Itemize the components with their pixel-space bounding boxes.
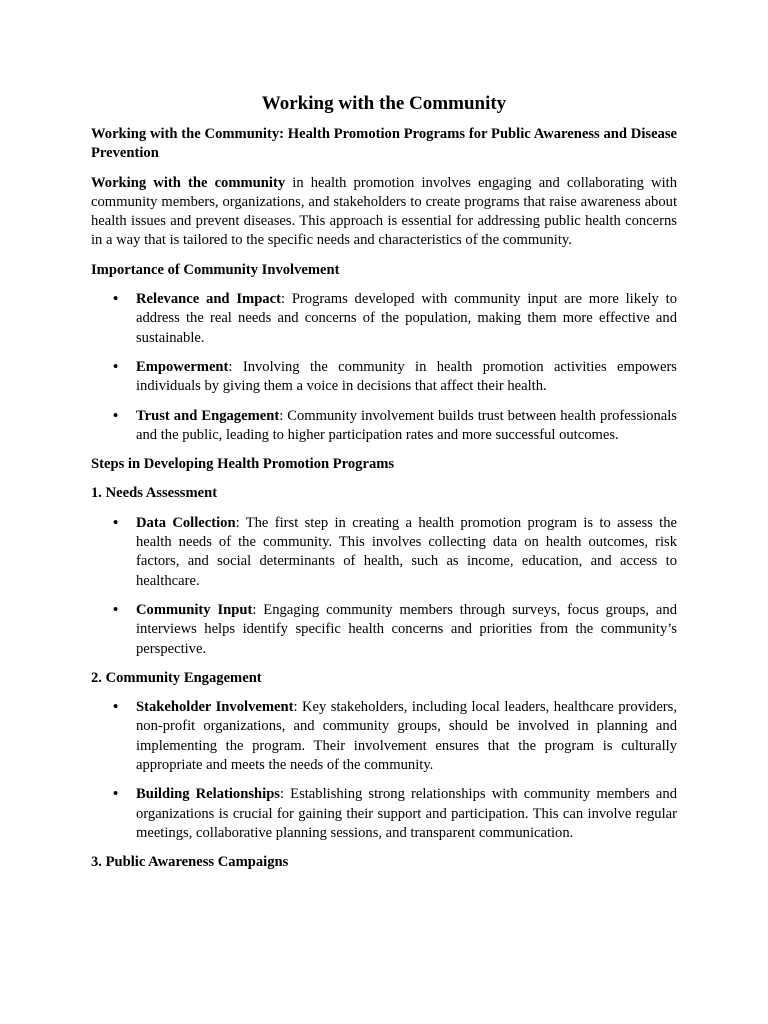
list-item-text: : Community involvement builds trust between health professionals and the public, leading to higher participation rates and more successful outcomes. — [136, 407, 677, 443]
needs-list — [91, 514, 677, 659]
list-item — [91, 698, 677, 775]
intro-paragraph — [91, 174, 677, 251]
list-item — [91, 785, 677, 843]
importance-heading: Importance of Community Involvement — [91, 261, 340, 278]
list-item-term: Community Input — [136, 601, 253, 618]
bullet-icon: • — [113, 514, 119, 531]
bullet-icon: • — [113, 291, 119, 308]
bullet-icon: • — [113, 699, 119, 716]
list-item-term: Trust and Engagement — [136, 407, 280, 424]
bullet-icon: • — [113, 601, 119, 618]
list-item-text: : Establishing strong relationships with community members and organizations is crucial for gaining their support and participation. This can involve regular meetings, collaborative planning sessions, and transparent communication. — [136, 786, 677, 841]
list-item-text: : Key stakeholders, including local leaders, healthcare providers, non-profit organizations, and community groups, should be involved in planning and implementing the program. Their involvement ensures that the program is culturally appropriate and meets the needs of the community. — [136, 699, 677, 774]
document-title: Working with the Community — [261, 93, 507, 114]
community-engagement-heading: 2. Community Engagement — [91, 669, 262, 686]
list-item — [91, 290, 677, 348]
intro-bold-lead: Working with the community — [91, 174, 286, 191]
list-item-text: : Involving the community in health promotion activities empowers individuals by giving them a voice in decisions that affect their health. — [136, 358, 677, 395]
steps-heading: Steps in Developing Health Promotion Programs — [91, 456, 395, 473]
list-item — [91, 514, 677, 591]
list-item-term: Data Collection — [136, 514, 236, 531]
list-item — [91, 358, 677, 397]
list-item-text: : Programs developed with community input are more likely to address the real needs and concerns of the population, making them more effective and sustainable. — [136, 291, 677, 346]
list-item — [91, 407, 677, 446]
intro-text: in health promotion involves engaging and collaborating with community members, organizations, and stakeholders to create programs that raise awareness about health issues and prevent diseases. This approach is essential for addressing public health concerns in a way that is tailored to the specific needs and characteristics of the community. — [91, 174, 677, 249]
list-item-text: : Engaging community members through surveys, focus groups, and interviews helps identify specific health concerns and priorities from the community’s perspective. — [136, 601, 677, 657]
bullet-icon: • — [113, 407, 119, 424]
list-item-term: Empowerment — [136, 358, 229, 375]
public-awareness-heading: 3. Public Awareness Campaigns — [91, 854, 289, 871]
needs-assessment-heading: 1. Needs Assessment — [91, 485, 218, 502]
bullet-icon: • — [113, 358, 119, 375]
list-item-term: Relevance and Impact — [136, 291, 281, 308]
bullet-icon: • — [113, 786, 119, 803]
document-page — [91, 92, 677, 883]
list-item-text: : The first step in creating a health promotion program is to assess the health needs of the community. This involves collecting data on health outcomes, risk factors, and social determinants of health, such as income, education, and access to healthcare. — [136, 514, 677, 589]
list-item-term: Stakeholder Involvement — [136, 699, 294, 716]
list-item-term: Building Relationships — [136, 786, 280, 803]
document-subtitle: Working with the Community: Health Promotion Programs for Public Awareness and Disease Prevention — [91, 126, 677, 162]
engagement-list — [91, 698, 677, 843]
list-item — [91, 601, 677, 659]
importance-list — [91, 290, 677, 445]
